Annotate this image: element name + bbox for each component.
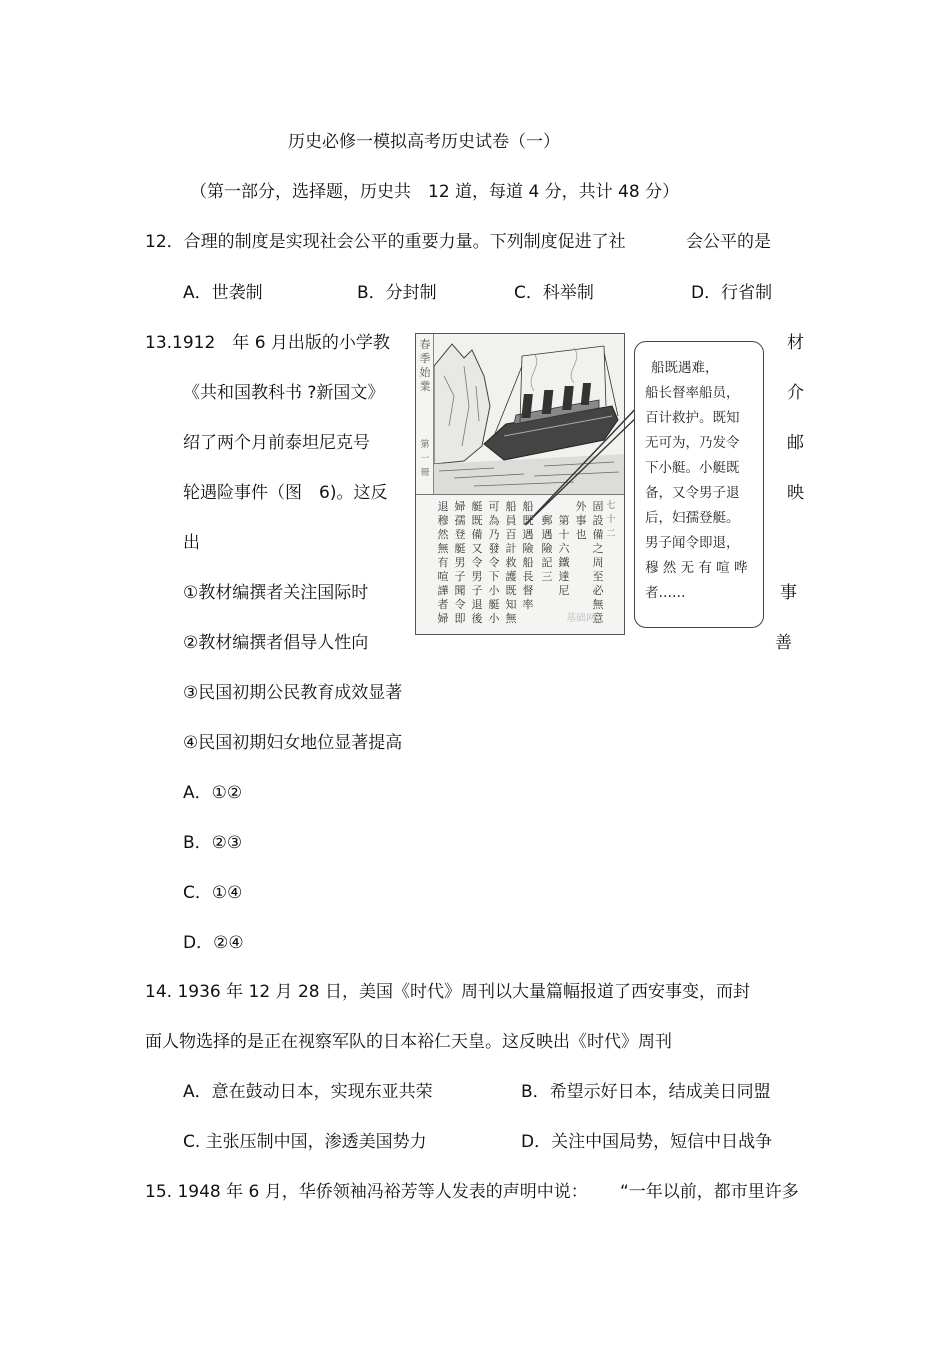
- figure-col-5: 船既遇險船長督率: [522, 500, 534, 611]
- callout-line-8: 男子闻令即退，: [645, 535, 740, 551]
- q12-option-a: A．世袭制: [183, 283, 263, 303]
- figure-book-label: 第一冊: [420, 440, 430, 478]
- exam-title: 历史必修一模拟高考历史试卷（一）: [288, 132, 560, 152]
- figure-col-4: 郵遇險記三: [541, 514, 553, 583]
- figure-col-7: 可為乃發令下小艇小: [488, 500, 500, 625]
- figure-col-2: 外事也: [575, 500, 587, 541]
- figure-col-9: 婦孺登艇男子聞令即: [454, 500, 466, 625]
- q13-line-1: 13.1912 年 6 月出版的小学教: [145, 333, 390, 353]
- q13-line-2: 《共和国教科书 ?新国文》: [183, 383, 385, 403]
- callout-line-2: 船长督率船员，: [645, 385, 740, 401]
- figure-col-1: 固設備之周至必無意: [592, 500, 604, 625]
- q13-right-2: 介: [787, 383, 804, 403]
- figure-page-number: 七十二: [606, 501, 616, 539]
- q13-right-3: 邮: [787, 433, 804, 453]
- exam-subtitle: （第一部分，选择题，历史共 12 道，每道 4 分，共计 48 分）: [190, 182, 680, 202]
- callout-line-1: 船既遇难，: [651, 360, 719, 376]
- callout-line-10: 者……: [645, 585, 686, 601]
- callout-line-4: 无可为，乃发令: [645, 435, 740, 451]
- q14-option-c: C. 主张压制中国，渗透美国势力: [183, 1132, 427, 1152]
- q13-option-a: A．①②: [183, 783, 243, 803]
- q13-line-4: 轮遇险事件（图 6)。这反: [183, 483, 388, 503]
- q14-stem-line-2: 面人物选择的是正在视察军队的日本裕仁天皇。这反映出《时代》周刊: [145, 1032, 672, 1052]
- textbook-figure: [415, 333, 625, 635]
- q12-stem: 12．合理的制度是实现社会公平的重要力量。下列制度促进了社: [145, 232, 626, 252]
- q13-option-d: D．②④: [183, 933, 244, 953]
- q12-option-b: B．分封制: [357, 283, 437, 303]
- figure-col-8: 艇既備又令男子退後: [471, 500, 483, 625]
- q13-option-c: C．①④: [183, 883, 243, 903]
- titanic-illustration: [434, 336, 624, 494]
- callout-line-3: 百计救护。既知: [645, 410, 740, 426]
- q13-right-4: 映: [787, 483, 804, 503]
- q13-line-3: 绍了两个月前泰坦尼克号: [183, 433, 370, 453]
- q12-option-d: D．行省制: [691, 283, 773, 303]
- callout-line-5: 下小艇。小艇既: [645, 460, 740, 476]
- q13-statement-3: ③民国初期公民教育成效显著: [183, 683, 403, 703]
- q12-stem-end: 会公平的是: [686, 232, 771, 252]
- callout-line-6: 备，又令男子退: [645, 485, 740, 501]
- q13-option-b: B．②③: [183, 833, 243, 853]
- q14-option-b: B．希望示好日本，结成美日同盟: [521, 1082, 771, 1102]
- q13-right-1: 材: [787, 333, 804, 353]
- figure-header: 春季始業: [419, 338, 431, 393]
- q14-stem-line-1: 14. 1936 年 12 月 28 日，美国《时代》周刊以大量篇幅报道了西安事变，而封: [145, 982, 750, 1002]
- q13-statement-2: ②教材编撰者倡导人性向: [183, 633, 369, 653]
- figure-col-10: 退穆然無有喧譁者婦: [437, 500, 449, 625]
- quote-callout: [634, 341, 764, 628]
- figure-watermark: 基础网: [566, 613, 596, 624]
- q13-statement-1: ①教材编撰者关注国际时: [183, 583, 369, 603]
- q14-option-d: D．关注中国局势，短信中日战争: [521, 1132, 773, 1152]
- figure-col-6: 船員百計救護既知無: [505, 500, 517, 625]
- q14-option-a: A．意在鼓动日本，实现东亚共荣: [183, 1082, 433, 1102]
- q15-quote-start: “一年以前，都市里许多: [620, 1182, 799, 1202]
- callout-line-7: 后，妇孺登艇。: [645, 510, 740, 526]
- q13-right-6: 善: [775, 633, 792, 653]
- figure-col-3: 第十六 鐵達尼: [558, 514, 581, 597]
- q12-option-c: C．科举制: [514, 283, 594, 303]
- q13-line-5: 出: [183, 533, 200, 553]
- q15-stem: 15. 1948 年 6 月，华侨领袖冯裕芳等人发表的声明中说：: [145, 1182, 588, 1202]
- q13-right-5: 事: [780, 583, 797, 603]
- q13-statement-4: ④民国初期妇女地位显著提高: [183, 733, 403, 753]
- callout-line-9: 穆 然 无 有 喧 哗: [645, 560, 748, 576]
